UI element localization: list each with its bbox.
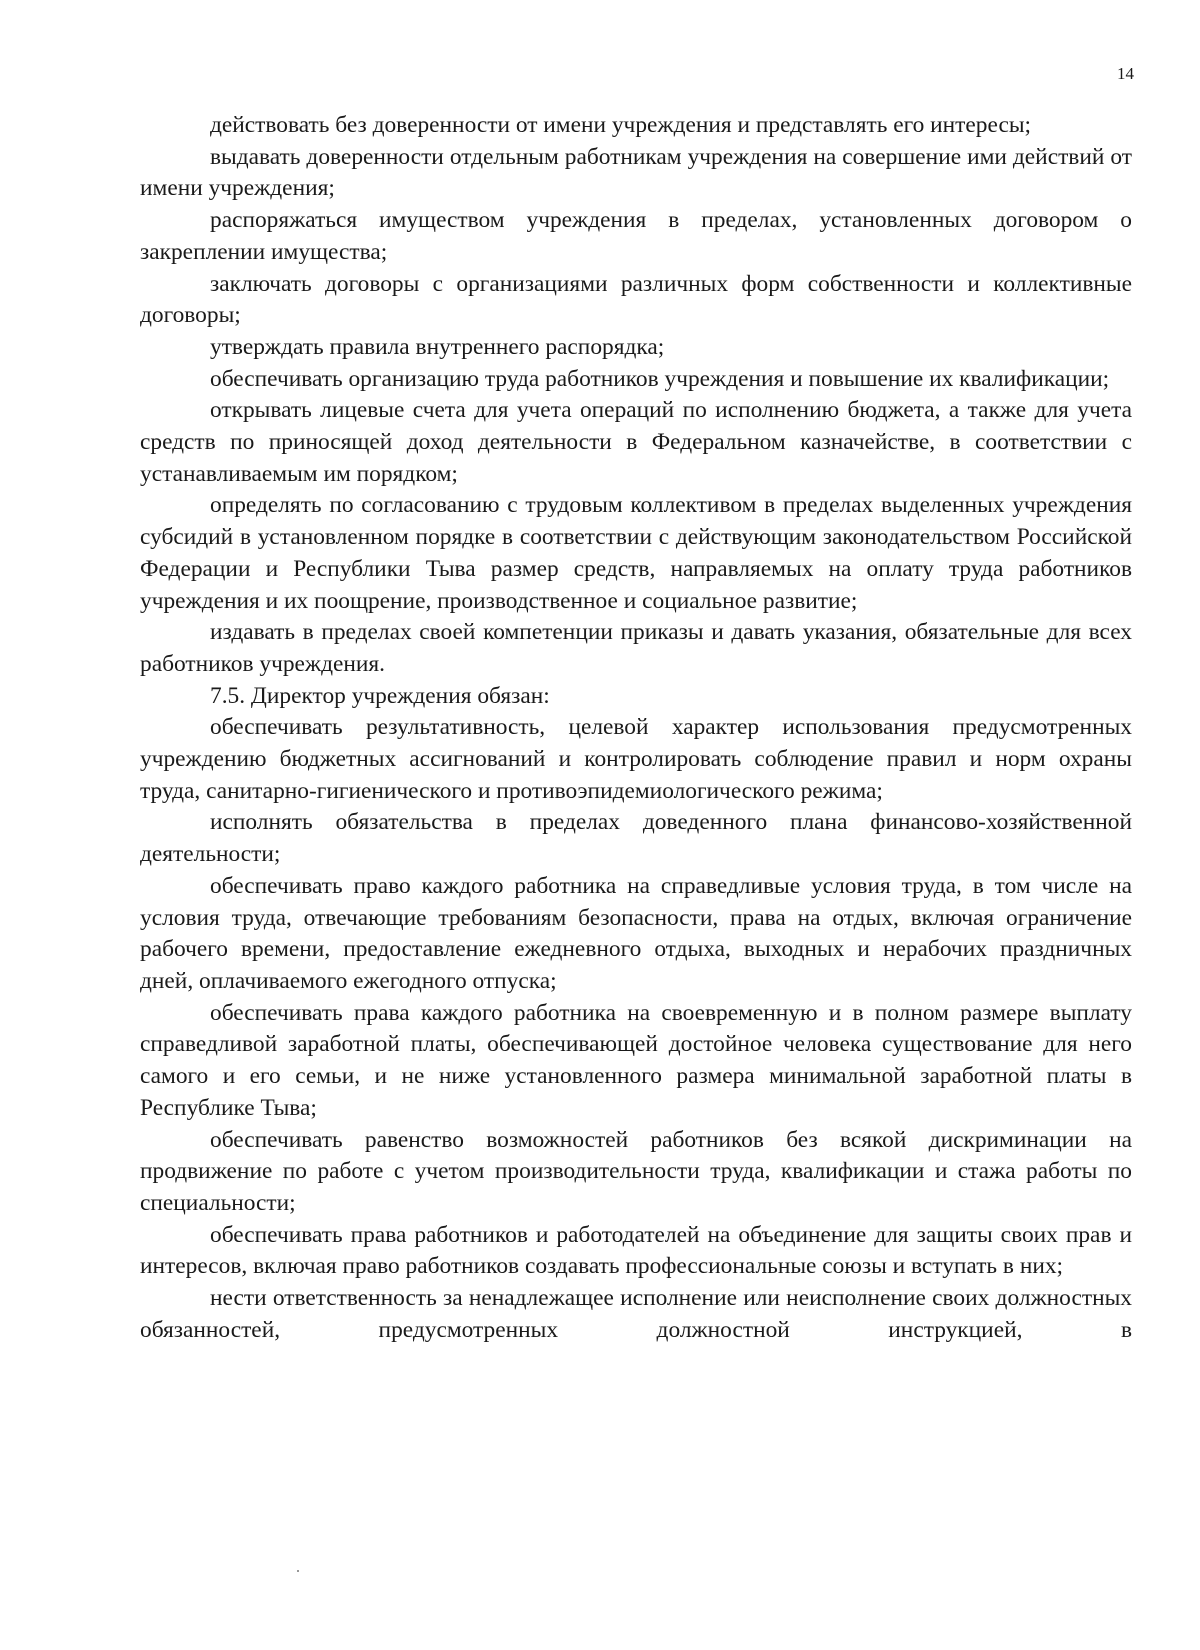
paragraph: выдавать доверенности отдельным работникам учреждения на совершение ими действий от имени учреждения; (140, 143, 1132, 202)
paragraph: открывать лицевые счета для учета операций по исполнению бюджета, а также для учета средств по приносящей доход деятельности в Федеральном казначействе, в соответствии с устанавливаемым им порядком; (140, 397, 1132, 487)
paragraph: обеспечивать права каждого работника на своевременную и в полном размере выплату справедливой заработной платы, обеспечивающей достойное человека существование для него самого и его семьи, и не ниже установленного размера минимальной заработной платы в Республике Тыва; (140, 999, 1132, 1121)
page-number: 14 (1117, 64, 1134, 83)
section-heading: 7.5. Директор учреждения обязан: (210, 682, 550, 709)
paragraph: обеспечивать право каждого работника на справедливые условия труда, в том числе на условия труда, отвечающие требованиям безопасности, права на отдых, включая ограничение рабочего времени, предоставление ежедневного отдыха, выходных и нерабочих праздничных дней, оплачиваемого ежегодного отпуска; (140, 872, 1132, 994)
paragraph: распоряжаться имуществом учреждения в пределах, установленных договором о закреплении имущества; (140, 207, 1132, 265)
paragraph: заключать договоры с организациями различных форм собственности и коллективные договоры; (140, 270, 1132, 329)
paragraph: нести ответственность за ненадлежащее исполнение или неисполнение своих должностных обязанностей, предусмотренных должностной инструкцией, в (140, 1285, 1132, 1343)
scan-speck (297, 1570, 299, 1572)
paragraph: определять по согласованию с трудовым коллективом в пределах выделенных учреждения субсидий в установленном порядке в соответствии с действующим законодательством Российской Федерации и Республики Тыва размер средств, направляемых на оплату труда работников учреждения и их поощрение, производственное и социальное развитие; (140, 492, 1132, 614)
paragraph: обеспечивать равенство возможностей работников без всякой дискриминации на продвижение по работе с учетом производительности труда, квалификации и стажа работы по специальности; (140, 1126, 1132, 1216)
paragraph: обеспечивать результативность, целевой характер использования предусмотренных учреждению бюджетных ассигнований и контролировать соблюдение правил и норм охраны труда, санитарно-гигиенического и противоэпидемиологического режима; (140, 714, 1132, 804)
paragraph: издавать в пределах своей компетенции приказы и давать указания, обязательные для всех работников учреждения. (140, 619, 1132, 677)
paragraph: утверждать правила внутреннего распорядка; (210, 333, 665, 360)
paragraph: действовать без доверенности от имени учреждения и представлять его интересы; (210, 112, 1032, 138)
paragraph: обеспечивать права работников и работодателей на объединение для защиты своих прав и интересов, включая право работников создавать профессиональные союзы и вступать в них; (140, 1221, 1132, 1280)
paragraph: обеспечивать организацию труда работников учреждения и повышение их квалификации; (210, 365, 1110, 392)
document-body (140, 110, 1132, 1346)
paragraph: исполнять обязательства в пределах доведенного плана финансово-хозяйственной деятельности; (140, 809, 1132, 868)
